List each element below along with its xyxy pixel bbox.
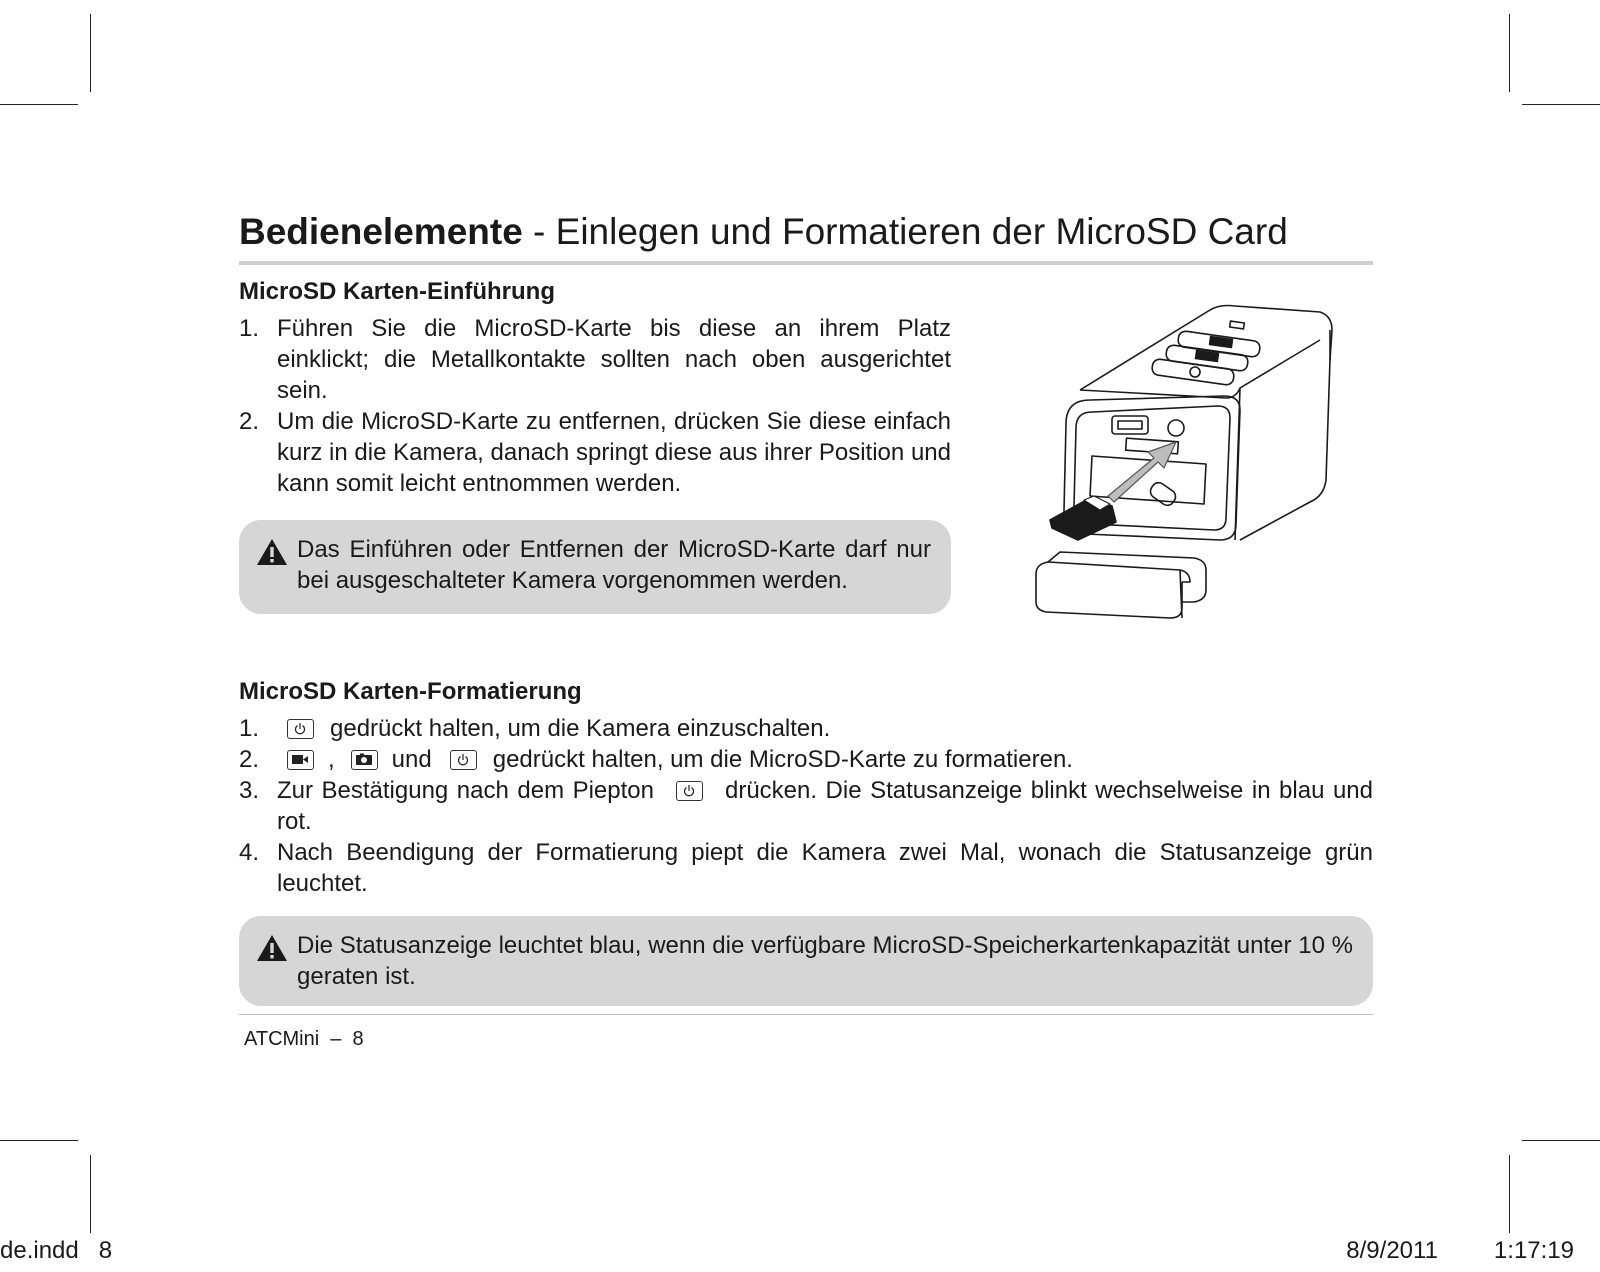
title-divider bbox=[239, 261, 1373, 265]
list-item-text: drücken. Die Statusanzeige blinkt wechselweise in blau und rot. bbox=[277, 777, 1373, 835]
crop-mark bbox=[1522, 104, 1600, 105]
warning-triangle-icon bbox=[255, 933, 289, 963]
crop-mark bbox=[1522, 1140, 1600, 1141]
section-heading-insertion: MicroSD Karten-Einführung bbox=[239, 278, 555, 305]
slug-filename: de.indd 8 bbox=[0, 1237, 113, 1264]
section-heading-formatting: MicroSD Karten-Formatierung bbox=[239, 678, 582, 705]
power-symbol bbox=[677, 782, 701, 799]
list-item-text: gedrückt halten, um die Kamera einzuschalten. bbox=[330, 715, 831, 742]
list-item bbox=[239, 775, 1373, 837]
list-item bbox=[239, 406, 951, 499]
power-button-icon bbox=[676, 781, 703, 801]
list-item bbox=[239, 837, 1373, 899]
camera-card-slot-illustration bbox=[1030, 300, 1350, 620]
list-item-number: 2. bbox=[239, 408, 260, 435]
list-item bbox=[239, 313, 951, 406]
insertion-steps-list bbox=[239, 313, 951, 499]
power-symbol bbox=[451, 751, 475, 768]
crop-mark bbox=[0, 104, 78, 105]
list-item-text: Zur Bestätigung nach dem Piepton bbox=[277, 777, 654, 804]
crop-mark bbox=[90, 14, 91, 92]
crop-mark bbox=[1509, 1155, 1510, 1233]
power-button-icon bbox=[450, 750, 477, 770]
list-item-number: 1. bbox=[239, 715, 260, 742]
list-item-number: 2. bbox=[239, 746, 260, 773]
list-item bbox=[239, 713, 1373, 744]
crop-mark bbox=[90, 1155, 91, 1233]
photo-camera-button-icon bbox=[351, 750, 378, 770]
warning-note-text: Die Statusanzeige leuchtet blau, wenn die verfügbare MicroSD-Speicherkartenkapazität unter 10 % geraten ist. bbox=[297, 932, 1353, 990]
list-item-text: Nach Beendigung der Formatierung piept die Kamera zwei Mal, wonach die Statusanzeige grün leuchtet. bbox=[277, 839, 1373, 897]
list-item-number: 1. bbox=[239, 315, 260, 342]
slug-timestamp: 8/9/2011 1:17:19 bbox=[1346, 1237, 1574, 1264]
page-title-rest: - Einlegen und Formatieren der MicroSD Card bbox=[522, 211, 1288, 252]
list-item-text: gedrückt halten, um die MicroSD-Karte zu formatieren. bbox=[492, 746, 1073, 773]
list-item-text: Führen Sie die MicroSD-Karte bis diese an ihrem Platz einklickt; die Metallkontakte sollten nach oben ausgerichtet sein. bbox=[277, 315, 951, 404]
warning-note-text: Das Einführen oder Entfernen der MicroSD-Karte darf nur bei ausgeschalteter Kamera vorgenommen werden. bbox=[297, 536, 931, 594]
footer-divider bbox=[239, 1014, 1373, 1015]
warning-note-formatting bbox=[239, 916, 1373, 1006]
list-item bbox=[239, 744, 1373, 775]
list-item-number: 4. bbox=[239, 839, 260, 866]
page-footer: ATCMini – 8 bbox=[244, 1028, 364, 1050]
page-title-bold: Bedienelemente bbox=[239, 211, 523, 252]
crop-mark bbox=[0, 1140, 78, 1141]
power-button-icon bbox=[287, 719, 314, 739]
crop-mark bbox=[1509, 14, 1510, 92]
page-title bbox=[239, 208, 1373, 256]
list-item-text: Um die MicroSD-Karte zu entfernen, drücken Sie diese einfach kurz in die Kamera, danach springt diese aus ihrer Position und kann somit leicht entnommen werden. bbox=[277, 408, 951, 497]
video-camera-button-icon bbox=[287, 750, 314, 770]
video-symbol bbox=[288, 751, 312, 768]
formatting-steps-list bbox=[239, 713, 1373, 899]
warning-triangle-icon bbox=[255, 537, 289, 567]
warning-note-insertion bbox=[239, 520, 951, 614]
power-symbol bbox=[288, 720, 312, 737]
list-item-number: 3. bbox=[239, 777, 260, 804]
photo-symbol bbox=[352, 751, 376, 768]
separator-comma: , bbox=[328, 746, 335, 773]
conjunction-und: und bbox=[391, 746, 432, 773]
